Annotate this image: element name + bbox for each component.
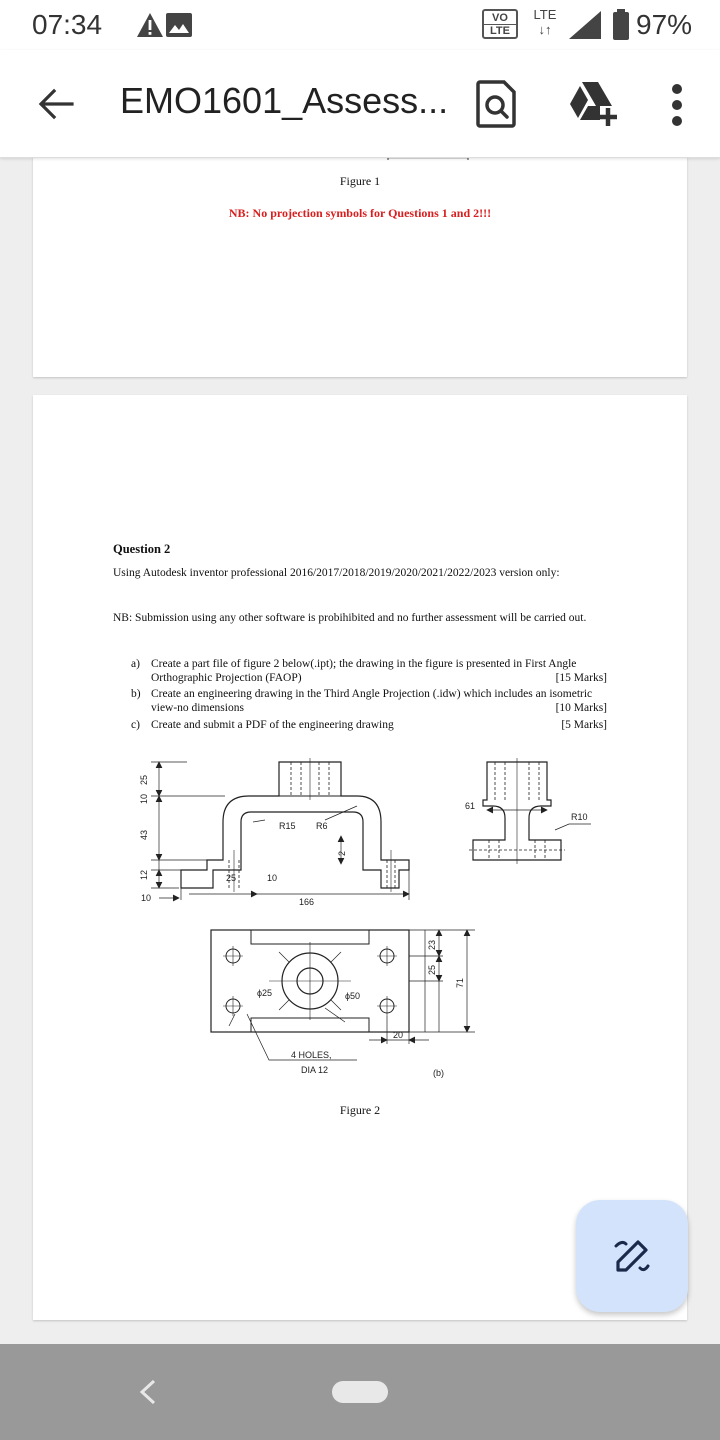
dim-label: 10 (267, 873, 278, 883)
dim-label: R6 (316, 821, 328, 831)
volte-badge (482, 9, 518, 39)
app-bar (0, 50, 720, 158)
dim-label: 2 (337, 850, 347, 856)
nav-back-icon[interactable] (136, 1378, 160, 1406)
document-viewer[interactable] (0, 158, 720, 1344)
side-view (469, 758, 591, 864)
dim-label: 10 (141, 893, 152, 903)
dim-label: 166 (299, 897, 315, 907)
dim-label: 25 (139, 774, 149, 785)
dim-label: 12 (139, 869, 149, 880)
battery-icon (612, 9, 630, 41)
dim-label: R15 (279, 821, 296, 831)
instruction-paragraph: Using Autodesk inventor professional 2016/2017/2018/2019/2020/2021/2022/2023 version only: (113, 567, 560, 579)
figure-2-caption: Figure 2 (339, 1103, 381, 1117)
data-arrows-icon: ↓↑ (538, 22, 552, 37)
task-label: c) (131, 719, 140, 731)
figure-1-caption: Figure 1 (339, 174, 381, 188)
edit-fab-button[interactable] (576, 1200, 688, 1312)
document-page (33, 395, 687, 1320)
left-dimensions (151, 762, 225, 888)
dim-label: ϕ25 (257, 988, 273, 998)
nb-note: NB: No projection symbols for Questions 1 and 2!!! (228, 206, 492, 220)
status-bar (0, 0, 720, 50)
image-icon (166, 13, 192, 37)
back-arrow-icon[interactable] (34, 82, 78, 126)
dim-label: ϕ50 (345, 991, 361, 1001)
document-page (33, 128, 687, 377)
dim-label: 20 (393, 1030, 404, 1040)
volte-top: VO (492, 12, 508, 24)
dim-label: 25 (226, 873, 237, 883)
task-marks: [15 Marks] (555, 672, 607, 684)
volte-bottom: LTE (484, 24, 516, 37)
holes-note: 4 HOLES, (291, 1050, 332, 1060)
task-text: Create a part file of figure 2 below(.ipt); the drawing in the figure is presented in First Angle Orthographic Projection (FAOP) (151, 658, 577, 684)
dim-label: 23 (427, 939, 437, 950)
lte-label: LTE (533, 7, 557, 22)
question-title: Question 2 (113, 542, 171, 556)
dim-label: 10 (139, 793, 149, 804)
find-in-document-icon[interactable] (474, 80, 518, 128)
task-text: Create an engineering drawing in the Third Angle Projection (.idw) which includes an isometric view-no dimensions (151, 688, 593, 714)
task-marks: [5 Marks] (561, 719, 607, 731)
status-time: 07:34 (32, 9, 103, 40)
add-to-drive-icon[interactable] (566, 80, 618, 128)
dim-label: 61 (465, 801, 476, 811)
signal-icon (568, 10, 602, 40)
nb-paragraph: NB: Submission using any other software is probihibited and no further assessment will be carried out. (113, 612, 587, 624)
more-options-icon[interactable] (662, 80, 692, 130)
holes-note: DIA 12 (301, 1065, 329, 1075)
dim-label: 25 (427, 964, 437, 975)
task-marks: [10 Marks] (555, 702, 607, 714)
document-title: EMO1601_Assess... (120, 80, 449, 121)
dim-label: 71 (455, 977, 465, 988)
dim-label: R10 (571, 812, 588, 822)
task-text: Create and submit a PDF of the engineering drawing (151, 719, 394, 731)
navigation-bar (0, 1344, 720, 1440)
lte-indicator (530, 7, 560, 37)
dim-label: 43 (139, 829, 149, 840)
task-label: a) (131, 658, 140, 670)
task-label: b) (131, 688, 141, 700)
alert-icon (136, 12, 164, 38)
figure-sublabel: (b) (433, 1068, 444, 1078)
edit-pen-icon (612, 1236, 652, 1276)
battery-percent: 97% (636, 9, 693, 40)
figure-2-drawing (129, 760, 588, 1090)
nav-home-pill[interactable] (332, 1381, 388, 1403)
